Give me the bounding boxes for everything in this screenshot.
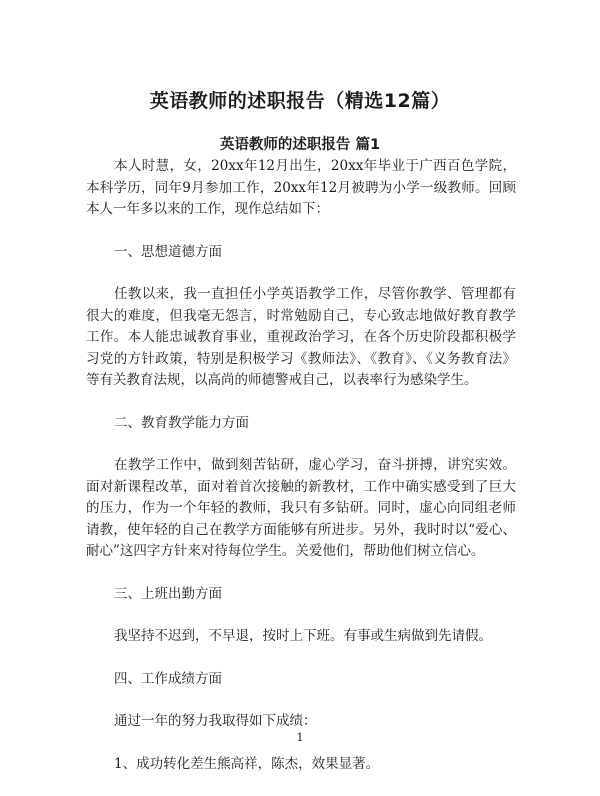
paragraph-ethics: 任教以来，我一直担任小学英语教学工作，尽管你教学、管理都有很大的难度，但我毫无怨言，时常勉励自己，专心致志地做好教育教学工作。本人能忠诚教育事业，重视政治学习，在各个历史阶段都积极学习党的方针政策，特别是积极学习《教师法》、《教育》、《义务教育法》等有关教育法规，以高尚的师德警戒自己，以表率行为感染学生。 <box>86 286 516 388</box>
document-body <box>86 156 516 796</box>
paragraph-intro: 本人时慧，女，20xx年12月出生，20xx年毕业于广西百色学院，本科学历，同年9月参加工作，20xx年12月被聘为小学一级教师。回顾本人一年多以来的工作，现作总结如下： <box>86 158 516 217</box>
paragraph-attendance: 我坚持不迟到，不早退，按时上下班。有事或生病做到先请假。 <box>114 628 492 644</box>
page-number: 1 <box>296 731 304 744</box>
list-item-achievement-1: 1、成功转化差生熊高祥，陈杰，效果显著。 <box>114 755 380 772</box>
heading-teaching: 二、教育教学能力方面 <box>114 414 249 431</box>
heading-ethics: 一、思想道德方面 <box>114 243 222 260</box>
heading-attendance: 三、上班出勤方面 <box>114 585 222 602</box>
document-title: 英语教师的述职报告（精选12篇） <box>149 90 451 112</box>
section-title: 英语教师的述职报告 篇1 <box>219 137 381 153</box>
paragraph-achievements-intro: 通过一年的努力我取得如下成绩： <box>114 713 317 729</box>
heading-achievements: 四、工作成绩方面 <box>114 670 222 687</box>
paragraph-teaching: 在教学工作中，做到刻苦钻研，虚心学习，奋斗拼搏，讲究实效。面对新课程改革，面对着首次接触的新教材，工作中确实感受到了巨大的压力，作为一个年轻的教师，我只有多钻研。同时，虚心向同组老师请教，使年轻的自己在教学方面能够有所进步。另外，我时时以“爱心、耐心”这四字方针来对待每位学生。关爱他们，帮助他们树立信心。 <box>86 457 516 559</box>
